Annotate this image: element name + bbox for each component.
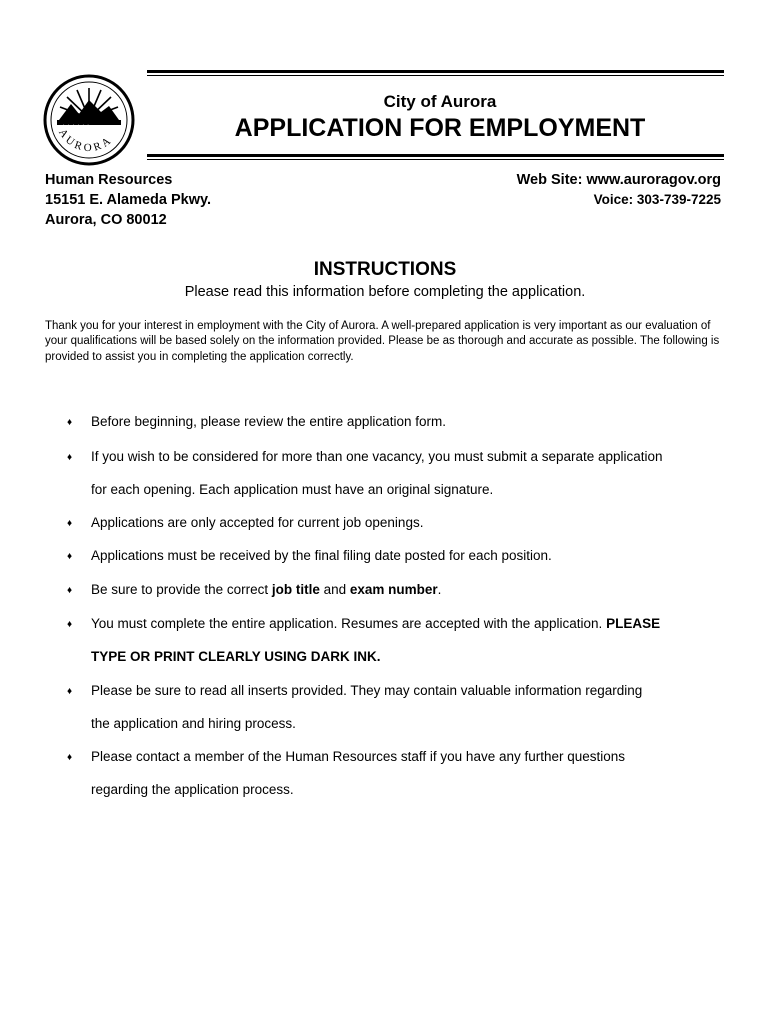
svg-text:★ ★ ★ ★ ★ ★: ★ ★ ★ ★ ★ ★ [62, 123, 90, 128]
bullet-icon: ♦ [67, 518, 73, 529]
department-address [45, 170, 211, 230]
instructions-heading: INSTRUCTIONS [313, 259, 457, 280]
bullet-icon: ♦ [67, 452, 73, 463]
list-item: Please be sure to read all inserts provided. They may contain valuable information regarding [91, 683, 643, 698]
list-item-text: . [437, 582, 442, 597]
exam-number-emphasis: exam number [349, 582, 438, 597]
bullet-icon: ♦ [67, 551, 73, 562]
list-item: Applications are only accepted for current job openings. [91, 515, 424, 530]
list-item [91, 616, 660, 631]
website: Web Site: www.auroragov.org [516, 172, 721, 188]
list-item-continued: for each opening. Each application must have an original signature. [91, 482, 494, 497]
list-item-continued: regarding the application process. [91, 782, 294, 797]
list-item [91, 582, 441, 597]
header-top-rule [147, 70, 724, 76]
list-item: If you wish to be considered for more than one vacancy, you must submit a separate application [91, 449, 663, 464]
job-title-emphasis: job title [271, 582, 320, 597]
list-item-text: Be sure to provide the correct [91, 582, 272, 597]
bullet-icon: ♦ [67, 619, 73, 630]
list-item-continued: the application and hiring process. [91, 716, 296, 731]
list-item-text: and [319, 582, 350, 597]
type-or-print-emphasis: TYPE OR PRINT CLEARLY USING DARK INK. [91, 649, 381, 664]
intro-paragraph: Thank you for your interest in employment with the City of Aurora. A well-prepared application is very important as our evaluation of your qualifications will be based solely on the information provided. Please be as thorough and accurate as possible. The following is provided to assist you in completing the application correctly. [45, 320, 720, 363]
seal-text: AURORA [56, 126, 116, 154]
list-item: Please contact a member of the Human Resources staff if you have any further questions [91, 749, 626, 764]
bullet-icon: ♦ [67, 752, 73, 763]
please-emphasis: PLEASE [606, 616, 661, 631]
city-state-zip: Aurora, CO 80012 [45, 212, 167, 228]
contact-info [517, 170, 721, 210]
page-title: APPLICATION FOR EMPLOYMENT [234, 114, 646, 142]
header-bottom-rule [147, 154, 724, 160]
bullet-icon: ♦ [67, 585, 73, 596]
instructions-subheading: Please read this information before completing the application. [184, 284, 586, 300]
voice-phone: Voice: 303-739-7225 [593, 192, 721, 207]
department-name: Human Resources [45, 172, 173, 188]
list-item-text: You must complete the entire application. Resumes are accepted with the application. [91, 616, 607, 631]
bullet-icon: ♦ [67, 686, 73, 697]
bullet-icon: ♦ [67, 417, 73, 428]
list-item: Before beginning, please review the entire application form. [91, 414, 446, 429]
list-item: Applications must be received by the final filing date posted for each position. [91, 548, 552, 563]
city-name: City of Aurora [383, 92, 497, 111]
street-address: 15151 E. Alameda Pkwy. [45, 192, 212, 208]
